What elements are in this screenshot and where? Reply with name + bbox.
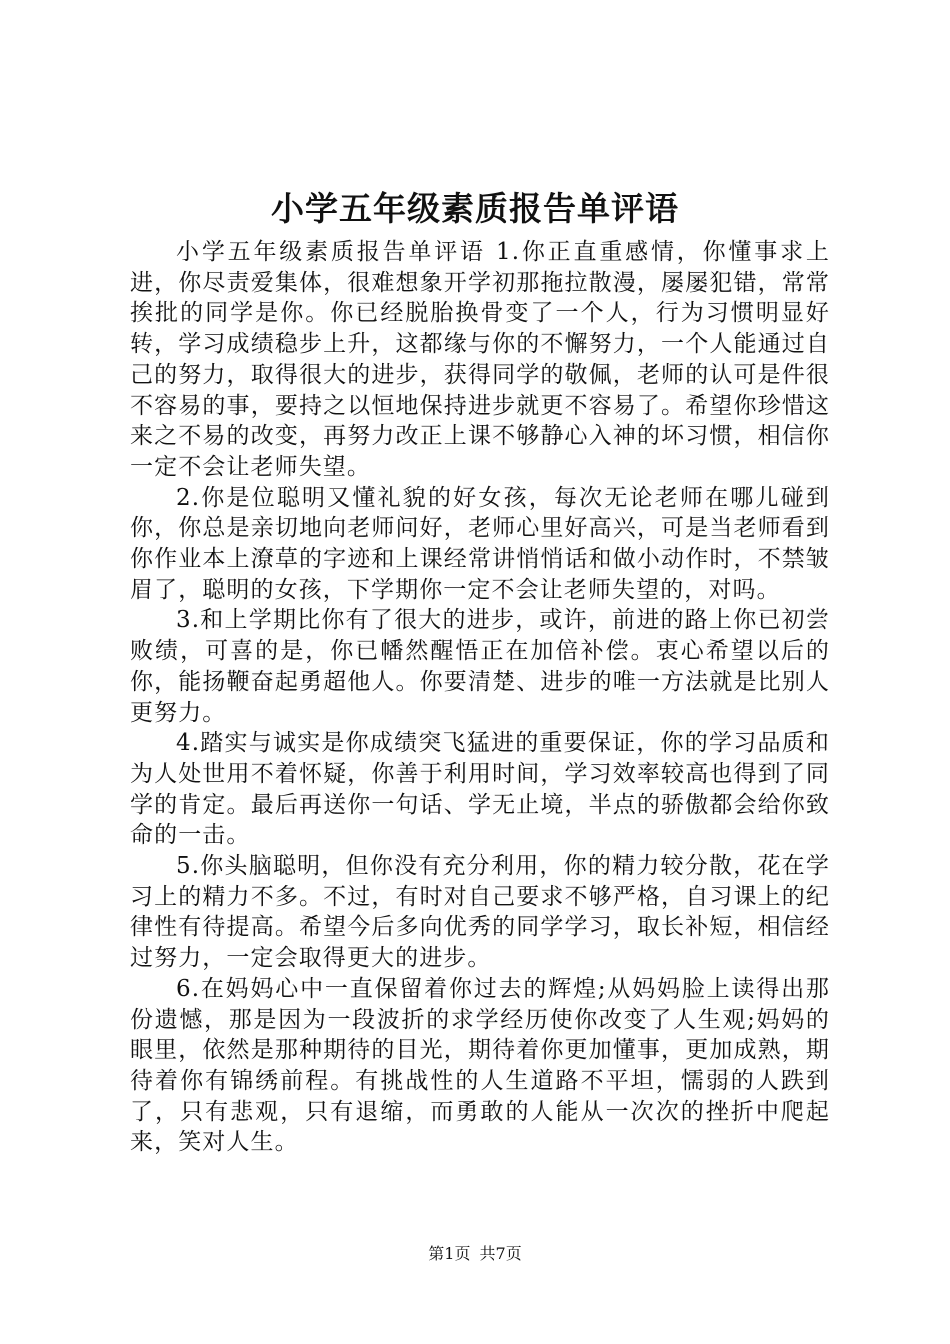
- paragraph-4: 4.踏实与诚实是你成绩突飞猛进的重要保证，你的学习品质和为人处世用不着怀疑，你善于利用时间，学习效率较高也得到了同学的肯定。最后再送你一句话、学无止境，半点的骄傲都会给你致命的一击。: [130, 730, 830, 849]
- document-title: 小学五年级素质报告单评语: [271, 189, 679, 228]
- paragraph-3: 3.和上学期比你有了很大的进步，或许，前进的路上你已初尝败绩，可喜的是，你已幡然醒悟正在加倍补偿。衷心希望以后的你，能扬鞭奋起勇超他人。你要清楚、进步的唯一方法就是比别人更努力。: [130, 607, 830, 726]
- paragraph-2: 2.你是位聪明又懂礼貌的好女孩，每次无论老师在哪儿碰到你，你总是亲切地向老师问好，老师心里好高兴，可是当老师看到你作业本上潦草的字迹和上课经常讲悄悄话和做小动作时，不禁皱眉了，聪明的女孩，下学期你一定不会让老师失望的，对吗。: [130, 484, 830, 603]
- paragraph-1: 小学五年级素质报告单评语 1.你正直重感情，你懂事求上进，你尽责爱集体，很难想象开学初那拖拉散漫，屡屡犯错，常常挨批的同学是你。你已经脱胎换骨变了一个人，行为习惯明显好转，学习成绩稳步上升，这都缘与你的不懈努力，一个人能通过自己的努力，取得很大的进步，获得同学的敬佩，老师的认可是件很不容易的事，要持之以恒地保持进步就更不容易了。希望你珍惜这来之不易的改变，再努力改正上课不够静心入神的坏习惯，相信你一定不会让老师失望。: [130, 239, 830, 480]
- page-number: 第1页: [428, 1244, 471, 1263]
- paragraph-5: 5.你头脑聪明，但你没有充分利用，你的精力较分散，花在学习上的精力不多。不过，有时对自己要求不够严格，自习课上的纪律性有待提高。希望今后多向优秀的同学学习，取长补短，相信经过努力，一定会取得更大的进步。: [130, 853, 830, 972]
- page-footer: [0, 1243, 950, 1265]
- document-body: [130, 237, 830, 1158]
- page-total: 共7页: [479, 1244, 522, 1263]
- paragraph-6: 6.在妈妈心中一直保留着你过去的辉煌;从妈妈脸上读得出那份遗憾，那是因为一段波折的求学经历使你改变了人生观;妈妈的眼里，依然是那种期待的目光，期待着你更加懂事，更加成熟，期待着你有锦绣前程。有挑战性的人生道路不平坦，懦弱的人跌到了，只有悲观，只有退缩，而勇敢的人能从一次次的挫折中爬起来，笑对人生。: [130, 975, 830, 1156]
